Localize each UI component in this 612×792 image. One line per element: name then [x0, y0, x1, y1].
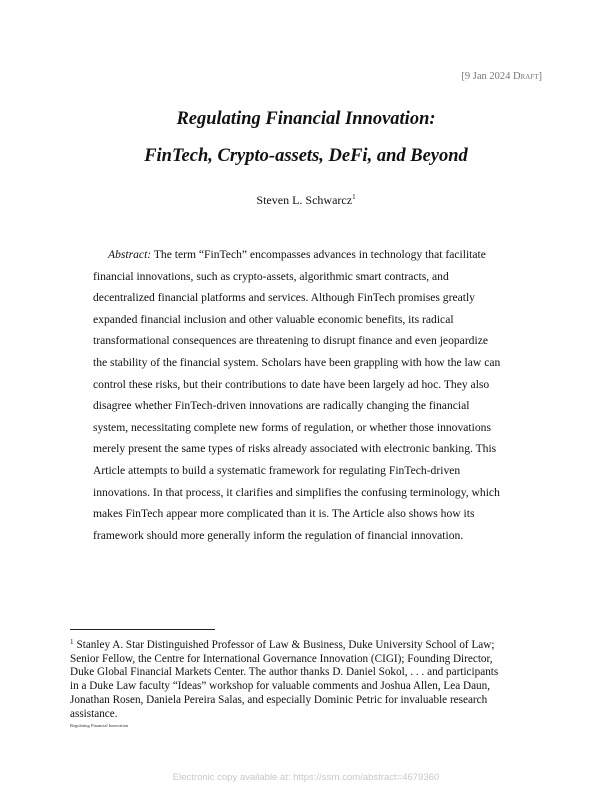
- footnote-line: assistance.: [70, 707, 118, 720]
- author: [0, 193, 612, 208]
- author-name: Steven L. Schwarcz: [256, 193, 353, 207]
- abstract-line: disagree whether FinTech-driven innovations are radically changing the financial: [93, 399, 470, 413]
- abstract-line: merely present the same types of risks already associated with electronic banking. This: [93, 442, 497, 456]
- abstract-line: financial innovations, such as crypto-assets, algorithmic smart contracts, and: [93, 269, 449, 283]
- abstract-label: Abstract:: [108, 248, 152, 261]
- title-line-2: FinTech, Crypto-assets, DeFi, and Beyond: [144, 146, 468, 166]
- ssrn-watermark[interactable]: Electronic copy available at: https://ssrn.com/abstract=4679360: [172, 772, 440, 783]
- draft-date-tag: [461, 71, 542, 82]
- abstract-line: framework should more generally inform the regulation of financial innovation.: [93, 528, 464, 542]
- footnote-line: $^1$ Stanley A. Star Distinguished Professor of Law & Business, Duke University School of Law;: [70, 638, 495, 651]
- abstract-line: decentralized financial platforms and services. Although FinTech promises greatly: [93, 291, 475, 305]
- draft-date: [9 Jan 2024: [461, 71, 514, 82]
- abstract-line: expanded financial inclusion and other valuable economic benefits, its radical: [93, 312, 454, 326]
- draft-close: ]: [538, 71, 542, 82]
- author-footnote-marker[interactable]: 1: [352, 193, 356, 201]
- footnote-separator: [70, 629, 215, 630]
- abstract-line: makes FinTech appear more complicated than it is. The Article also shows how its: [93, 507, 475, 521]
- footnote-marker: 1: [70, 638, 74, 646]
- footnote-line: in a Duke Law faculty “Ideas” workshop for valuable comments and Joshua Allen, Lea Daun,: [70, 680, 491, 693]
- abstract-line: transformational consequences are threatening to disrupt finance and even jeopardize: [93, 334, 488, 348]
- abstract-line: control these risks, but their contributions to date have been largely ad hoc. They also: [93, 377, 490, 391]
- footnote-line: Jonathan Rosen, Daniela Pereira Salas, and especially Dominic Petric for invaluable research: [70, 693, 488, 706]
- abstract-line: system, necessitating complete new forms of regulation, or whether those innovations: [93, 420, 491, 434]
- draft-label: Draft: [513, 71, 539, 82]
- abstract: [93, 244, 521, 546]
- footnote-line: Duke Global Financial Markets Center. The author thanks D. Daniel Sokol, . . . and participants: [70, 666, 499, 679]
- abstract-line: Abstract: The term “FinTech” encompasses advances in technology that facilitate: [108, 248, 486, 261]
- footnote-1: [70, 636, 550, 721]
- running-footer: Regulating Financial Innovation: [70, 723, 129, 728]
- footnote-line: Senior Fellow, the Centre for International Governance Innovation (CIGI); Founding Director,: [70, 652, 493, 665]
- abstract-line: Article attempts to build a systematic framework for regulating FinTech-driven: [93, 463, 461, 477]
- abstract-line: innovations. In that process, it clarifies and simplifies the confusing terminology, which: [93, 485, 500, 499]
- title-line-1: Regulating Financial Innovation:: [176, 109, 436, 129]
- abstract-line: the stability of the financial system. Scholars have been grappling with how the law can: [93, 355, 501, 369]
